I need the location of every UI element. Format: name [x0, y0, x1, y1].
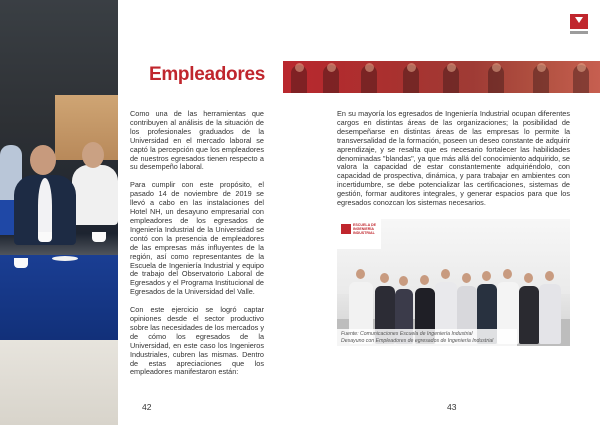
group-person-head: [482, 271, 491, 281]
sign-label: ESCUELA DE INGENIERÍA INDUSTRIAL: [353, 223, 377, 236]
group-person-head: [420, 275, 429, 285]
banner-head: [492, 63, 501, 72]
photo-person-right-head: [82, 142, 104, 168]
banner-head: [447, 63, 456, 72]
banner-head: [327, 63, 336, 72]
left-text-column: [130, 110, 264, 386]
page-number-left: 42: [142, 402, 152, 412]
university-logo: [570, 14, 588, 34]
banner-head: [407, 63, 416, 72]
group-person-head: [380, 273, 389, 283]
group-person-head: [356, 269, 365, 279]
photo-cup: [38, 232, 52, 242]
logo-shield-icon: [570, 14, 588, 29]
header-banner-photo: [283, 61, 600, 93]
school-sign: [337, 219, 381, 249]
page-title: Empleadores: [148, 64, 265, 85]
banner-head: [365, 63, 374, 72]
photo-person-front-shirt: [38, 178, 52, 233]
photo-caption: Fuente: Comunicaciones Escuela de Ingeniería Industrial Desayuno con Empleadores de egresados de Ingeniería Industrial: [337, 329, 517, 346]
group-person-head: [545, 271, 554, 281]
photo-person-front-head: [30, 145, 56, 175]
sign-shield-icon: [341, 224, 351, 234]
breakfast-event-photo: [0, 0, 118, 425]
paragraph: En su mayoría los egresados de Ingeniería Industrial ocupan diferentes cargos en distintas áreas de las organizaciones; la posibilidad de desempeñarse en distintas áreas de las empresas lo permite la transversalidad de la formación, poseen un deseo constante de adquirir aprendizaje, y se resalta que es necesario fortalecer las habilidades denominadas "blandas", ya que más allá del conocimiento adquirido, se valora la capacidad de estar constantemente adquiriéndolo, con capacidad de prospectiva, dinámica, y para trabajar en ambientes con incertidumbre, se debe potencializar las certificaciones, sistemas de gestión, formar auditores integrales, y generar espacios para que los egresados conozcan los sistemas necesarios.: [337, 109, 570, 208]
paragraph: Con este ejercicio se logró captar opiniones desde el sector productivo sobre las necesidades de los mercados y de cómo los egresados de la Universidad, en este caso los Ingenieros Industriales, cubren las mismas. Dentro de estas apreciaciones que los empleadores manifestaron están:: [130, 305, 264, 377]
group-person: [519, 286, 539, 344]
paragraph: Como una de las herramientas que contribuyen al análisis de la situación de los profesionales graduados de la Universidad en el mercado laboral se captó la percepción que los empleadores de nuestros egresados tienen respecto a su desempeño laboral.: [130, 109, 264, 172]
photo-cup: [92, 232, 106, 242]
page-number-right: 43: [447, 402, 457, 412]
banner-head: [537, 63, 546, 72]
group-person-head: [524, 273, 533, 283]
group-person-head: [399, 276, 408, 286]
group-person: [539, 284, 561, 344]
logo-wordmark: [570, 31, 588, 34]
photo-tablecloth: [0, 340, 118, 425]
photo-plate: [52, 256, 78, 261]
banner-head: [295, 63, 304, 72]
paragraph: Para cumplir con este propósito, el pasado 14 de noviembre de 2019 se llevó a cabo en las instalaciones del Hotel NH, un desayuno empresarial con empleadores de los egresados de Ingeniería Industrial de la Universidad se contó con la presencia de empleadores de las empresas más influyentes de la región, así como representantes de la Escuela de Ingeniería Industrial y equipo de trabajo del Observatorio Laboral de Egresados y el Programa Institucional de Egresados de la Universidad del Valle.: [130, 180, 264, 297]
group-person-head: [503, 269, 512, 279]
group-person-head: [441, 269, 450, 279]
group-photo: [337, 219, 570, 346]
photo-person-right-body: [72, 165, 118, 225]
group-person-head: [462, 273, 471, 283]
banner-head: [577, 63, 586, 72]
photo-cup: [14, 258, 28, 268]
right-text-column: [337, 110, 570, 217]
